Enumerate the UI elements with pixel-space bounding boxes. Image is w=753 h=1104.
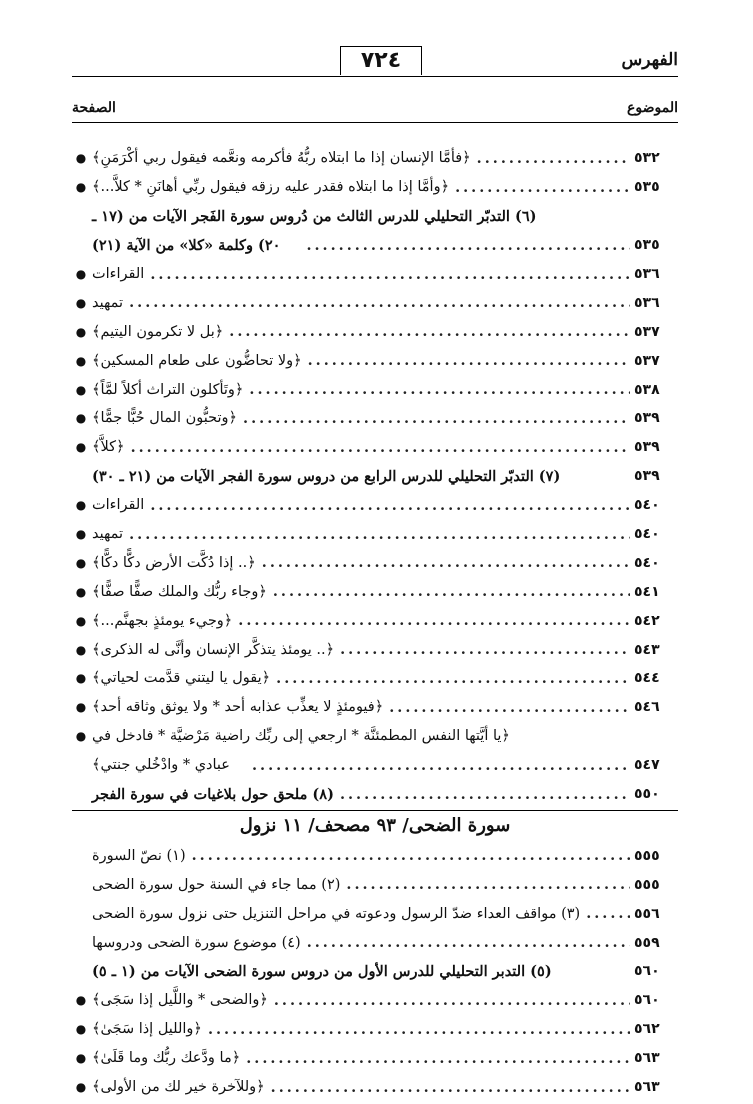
toc-entry [72, 606, 678, 635]
toc-entry-title: ﴿وجيء يومئذٍ بجهنَّم...﴾ [92, 612, 233, 629]
toc-entry-page: ٥٤٠ [634, 526, 660, 543]
toc-entry [72, 231, 678, 260]
toc-entry-title: ﴿ما ودَّعك ربُّك وما قَلَىٰ﴾ [92, 1050, 241, 1067]
dot-leader [273, 583, 630, 600]
dot-leader [129, 526, 630, 543]
table-of-contents [72, 144, 678, 1102]
toc-entry-page: ٥٣٦ [634, 294, 660, 311]
dot-leader [307, 934, 630, 951]
toc-entry [72, 491, 678, 520]
toc-entry [72, 722, 678, 751]
toc-entry-page: ٥٤٤ [634, 670, 660, 687]
toc-entry [72, 317, 678, 346]
dot-leader [276, 670, 630, 687]
toc-entry-page: ٥٣٧ [634, 323, 660, 340]
toc-entry-page: ٥٣٩ [634, 468, 660, 485]
header-title: الفهرس [621, 50, 678, 70]
toc-entry-title: ﴿والليل إذا سَجَىٰ﴾ [92, 1021, 202, 1038]
toc-entry-title: ﴿يا أيَّتها النفس المطمئنَّة * ارجعي إلى ربِّك راضية مَرْضيَّة * فادخل في [92, 728, 510, 745]
bullet-icon: ● [75, 324, 87, 339]
dot-leader [274, 992, 630, 1009]
toc-entry-title: ﴿فيومئذٍ لا يعذِّب عذابه أحد * ولا يوثق وثاقه أحد﴾ [92, 699, 384, 716]
toc-entry-page: ٥٥٠ [634, 786, 660, 803]
toc-entry [72, 1044, 678, 1073]
toc-entry-title: ﴿وللآخرة خير لك من الأولى﴾ [92, 1079, 265, 1096]
toc-entry-page: ٥٤٠ [634, 554, 660, 571]
toc-entry [72, 751, 678, 780]
bullet-icon: ● [75, 295, 87, 310]
toc-entry [72, 928, 678, 957]
bullet-icon: ● [75, 180, 87, 195]
toc-entry-title: (٧) التدبّر التحليلي للدرس الرابع من دروس سورة الفجر الآيات من (٢١ ـ ٣٠) [92, 467, 561, 485]
toc-entry-title: عبادي * وادْخُلي جنتي﴾ [92, 757, 230, 774]
toc-entry-title: ﴿فأمَّا الإنسان إذا ما ابتلاه ربُّهُ فأكرمه ونعَّمه فيقول ربي أكْرَمَنِ﴾ [92, 150, 471, 167]
toc-entry [72, 635, 678, 664]
toc-entry [72, 986, 678, 1015]
bullet-icon: ● [75, 498, 87, 513]
toc-entry-page: ٥٥٥ [634, 876, 660, 893]
toc-entry [72, 375, 678, 404]
dot-leader [252, 757, 630, 774]
toc-entry-title: تمهيد [92, 294, 124, 311]
bullet-icon: ● [75, 555, 87, 570]
toc-entry [72, 957, 678, 986]
toc-entry-title: (٣) مواقف العداء ضدّ الرسول ودعوته في مراحل التنزيل حتى نزول سورة الضحى [92, 905, 581, 922]
bullet-icon: ● [75, 1051, 87, 1066]
bullet-icon: ● [75, 267, 87, 281]
toc-entry-page: ٥٣٧ [634, 352, 660, 369]
dot-leader [586, 905, 630, 922]
bullet-icon: ● [75, 353, 87, 368]
bullet-icon: ● [75, 411, 87, 426]
bullet-icon: ● [75, 584, 87, 599]
toc-entry [72, 841, 678, 870]
sura-section-title: سورة الضحى/ ٩٣ مصحف/ ١١ نزول [72, 810, 678, 841]
toc-entry-page: ٥٤٣ [634, 641, 660, 658]
dot-leader [243, 410, 630, 427]
toc-entry [72, 462, 678, 491]
dot-leader [246, 1050, 630, 1067]
toc-entry-title: ﴿ولا تحاضُّون على طعام المسكين﴾ [92, 352, 302, 369]
toc-entry-title: ﴿والضحى * واللَّيل إذا سَجَى﴾ [92, 992, 268, 1009]
bullet-icon: ● [75, 151, 87, 166]
toc-entry-page: ٥٣٥ [634, 179, 660, 196]
toc-entry-title: ﴿يقول يا ليتني قدَّمت لحياتي﴾ [92, 670, 271, 687]
toc-entry-page: ٥٥٦ [634, 905, 660, 922]
bullet-icon: ● [75, 993, 87, 1008]
toc-entry [72, 577, 678, 606]
dot-leader [192, 847, 630, 864]
dot-leader [340, 641, 630, 658]
bullet-icon: ● [75, 642, 87, 657]
dot-leader [208, 1021, 630, 1038]
toc-entry [72, 404, 678, 433]
dot-leader [340, 786, 630, 803]
toc-entry-title: القراءات [92, 497, 145, 514]
bullet-icon: ● [75, 527, 87, 542]
toc-entry-title: ﴿كلاَّ﴾ [92, 439, 125, 456]
page-number: ٧٢٤ [340, 46, 422, 75]
dot-leader [346, 876, 630, 893]
toc-entry-title: تمهيد [92, 526, 124, 543]
bullet-icon: ● [75, 613, 87, 628]
toc-entry-title: (٥) التدبر التحليلي للدرس الأول من دروس سورة الضحى الآيات من (١ ـ ٥) [92, 962, 552, 980]
toc-entry-page: ٥٦٢ [634, 1021, 660, 1038]
bullet-icon: ● [75, 1022, 87, 1037]
dot-leader [229, 323, 630, 340]
toc-entry-page: ٥٤٦ [634, 699, 660, 716]
toc-entry-page: ٥٦٣ [634, 1079, 660, 1096]
toc-entry-title: ﴿وتَأكلون التراث أكلاً لمَّاً﴾ [92, 381, 244, 398]
toc-entry-page: ٥٤٢ [634, 612, 660, 629]
column-headings [72, 98, 678, 123]
toc-entry-page: ٥٣٩ [634, 410, 660, 427]
toc-entry [72, 433, 678, 462]
toc-entry-title: ﴿وجاء ربُّك والملك صفًّا صفًّا﴾ [92, 583, 267, 600]
dot-leader [262, 554, 630, 571]
toc-entry-page: ٥٥٩ [634, 934, 660, 951]
page-header [72, 40, 678, 77]
dot-leader [238, 612, 630, 629]
dot-leader [271, 1079, 630, 1096]
dot-leader [306, 237, 630, 254]
toc-entry-page: ٥٦٣ [634, 1050, 660, 1067]
toc-entry-page: ٥٣٥ [634, 237, 660, 254]
toc-entry-title: القراءات [92, 266, 145, 282]
dot-leader [249, 381, 630, 398]
toc-entry-page: ٥٤٧ [634, 757, 660, 774]
dot-leader [150, 497, 630, 514]
toc-entry-page: ٥٦٠ [634, 992, 660, 1009]
toc-entry [72, 202, 678, 231]
toc-entry [72, 346, 678, 375]
toc-entry-title: (٢) مما جاء في السنة حول سورة الضحى [92, 876, 341, 893]
toc-entry-page: ٥٣٦ [634, 266, 660, 282]
toc-entry [72, 520, 678, 549]
toc-entry-page: ٥٦٠ [634, 963, 660, 980]
toc-entry-title: ﴿.. يومئذ يتذكَّر الإنسان وأنَّى له الذكرى﴾ [92, 641, 335, 658]
dot-leader [150, 266, 630, 283]
dot-leader [129, 294, 630, 311]
toc-entry [72, 288, 678, 317]
toc-entry [72, 173, 678, 202]
bullet-icon: ● [75, 382, 87, 397]
toc-entry-page: ٥٥٥ [634, 847, 660, 864]
bullet-icon: ● [75, 729, 87, 744]
toc-entry [72, 870, 678, 899]
toc-entry-title: ٢٠) وكلمة «كلا» من الآية (٢١) [92, 236, 281, 254]
toc-entry [72, 1015, 678, 1044]
toc-entry-page: ٥٣٢ [634, 150, 660, 167]
toc-entry [72, 899, 678, 928]
toc-entry [72, 780, 678, 809]
toc-entry [72, 548, 678, 577]
toc-entry-title: (٨) ملحق حول بلاغيات في سورة الفجر [92, 785, 334, 803]
column-page-heading: الصفحة [72, 100, 116, 116]
dot-leader [131, 439, 630, 456]
bullet-icon: ● [75, 700, 87, 715]
toc-entry [72, 260, 678, 289]
toc-entry-page: ٥٤١ [634, 583, 660, 600]
toc-entry-title: (١) نصّ السورة [92, 847, 186, 864]
dot-leader [477, 150, 630, 167]
column-topic-heading: الموضوع [627, 100, 678, 116]
toc-entry [72, 664, 678, 693]
toc-entry-title: ﴿وتحبُّون المال حُبًّا جمًّا﴾ [92, 410, 238, 427]
toc-entry-title: ﴿بل لا تكرمون اليتيم﴾ [92, 323, 224, 340]
toc-entry [72, 1073, 678, 1102]
toc-entry-page: ٥٣٨ [634, 381, 660, 398]
dot-leader [308, 352, 630, 369]
toc-entry-title: ﴿.. إذا دُكَّت الأرض دكًّا دكًّا﴾ [92, 554, 256, 571]
dot-leader [455, 179, 630, 196]
toc-entry-title: (٦) التدبّر التحليلي للدرس الثالث من دُروس سورة الفَجر الآيات من (١٧ ـ [92, 207, 537, 225]
toc-entry-title: (٤) موضوع سورة الضحى ودروسها [92, 934, 301, 951]
toc-entry [72, 144, 678, 173]
toc-entry-page: ٥٣٩ [634, 439, 660, 456]
bullet-icon: ● [75, 1080, 87, 1095]
dot-leader [389, 699, 630, 716]
toc-entry [72, 693, 678, 722]
toc-entry-title: ﴿وأمَّا إذا ما ابتلاه فقدر عليه رزقه فيقول ربِّي أهانَنِ * كلاَّ...﴾ [92, 179, 450, 196]
toc-entry-page: ٥٤٠ [634, 497, 660, 514]
bullet-icon: ● [75, 671, 87, 686]
bullet-icon: ● [75, 440, 87, 455]
